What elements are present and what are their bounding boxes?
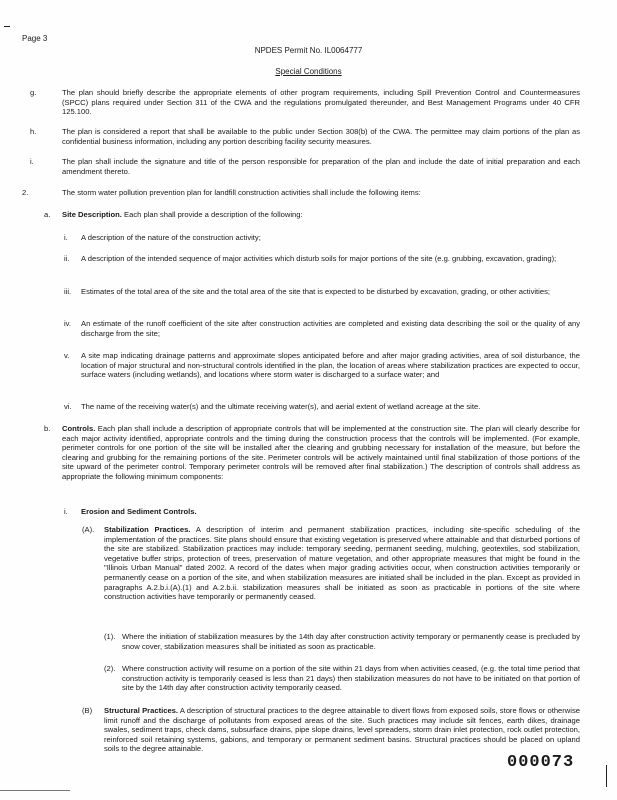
point-A2-marker: (2).: [104, 664, 116, 673]
item-b-paragraph: [62, 424, 580, 482]
point-A1-marker: (1).: [104, 632, 116, 641]
stabilization-paragraph: [104, 525, 580, 602]
subitem-a-vi-text: The name of the receiving water(s) and the ultimate receiving water(s), and aerial extent of wetland acreage at the site.: [81, 402, 481, 411]
item-g-marker: g.: [30, 88, 37, 97]
item-i-text: The plan shall include the signature and title of the person responsible for preparation of the plan and include the date of initial preparation and each amendment thereto.: [62, 157, 580, 176]
bottom-left-scan-line: [0, 790, 70, 791]
item-a-text: Each plan shall provide a description of the following:: [124, 210, 303, 219]
point-A1-text: Where the initiation of stabilization measures by the 14th day after construction activity temporary or permanently cease is precluded by snow cover, stabilization measures shall be initiated as soon as practicable.: [122, 632, 580, 651]
subitem-b-i-marker: i.: [64, 507, 68, 516]
section-heading: Special Conditions: [275, 67, 342, 76]
structural-text: A description of structural practices to the degree attainable to divert flows from exposed soils, store flows or otherwise limit runoff and the discharge of pollutants from exposed areas of the site. Such practices may include silt fences, earth dikes, drainage swales, sediment traps, check dams, subsurface drains, pipe slope drains, level spreaders, storm drain inlet protection, rock outlet protection, reinforced soil retaining systems, gabions, and temporary or permanent sediment basins. Structural practices should be placed on upland soils to the degree attainable.: [104, 706, 580, 754]
subitem-a-iv-marker: iv.: [64, 319, 72, 328]
item-b-title: Controls.: [62, 424, 96, 433]
item-i-marker: i.: [30, 157, 34, 166]
subitem-a-ii-marker: ii.: [64, 254, 70, 263]
item-b-text: Each plan shall include a description of appropriate controls that will be implemented at the construction site. The plan will clearly describe for each major activity identified, appropriate controls and the timing during the construction process that the controls will be implemented. (For example, perimeter controls for one portion of the site will be installed after the clearing and grubbing necessary for installation of the measure, but before the clearing and grubbing for the remaining portions of the site. Perimeter controls will be actively maintained until final stabilization of those portions of the site upward of the perimeter control. Temporary perimeter controls will be removed after final stabilization.) The description of controls shall address as appropriate the following minimum components:: [62, 424, 580, 481]
subitem-a-ii-text: A description of the intended sequence of major activities which disturb soils for major portions of the site (e.g. grubbing, excavation, grading);: [81, 254, 557, 263]
structural-paragraph: [104, 706, 580, 754]
item-a-title: Site Description.: [62, 210, 122, 219]
structural-title: Structural Practices.: [104, 706, 179, 715]
erosion-controls-heading: Erosion and Sediment Controls.: [81, 507, 197, 516]
item-g-text: The plan should briefly describe the appropriate elements of other program requirements, including Spill Prevention Control and Countermeasures (SPCC) plans required under Section 311 of the CWA and the regulations promulgated thereunder, and Best Management Programs under 40 CFR 125.100.: [62, 88, 580, 117]
point-A-marker: (A).: [82, 525, 95, 534]
page-number: Page 3: [22, 34, 48, 43]
subitem-a-v-text: A site map indicating drainage patterns and approximate slopes anticipated before and after major grading activities, area of soil disturbance, the location of major structural and non-structural controls identified in the plan, the location of areas where stabilization practices are expected to occur, surface waters (including wetlands), and locations where storm water is discharged to a surface water; and: [81, 351, 580, 380]
subitem-a-i-marker: i.: [64, 233, 68, 242]
point-A2-text: Where construction activity will resume on a portion of the site within 21 days from when activities ceased, (e.g. the total time period that construction activity is temporarily ceased is less than 21 days) then stabilization measures do not have to be initiated on that portion of site by the 14th day after construction activity temporarily ceased.: [122, 664, 580, 693]
stabilization-text: A description of interim and permanent stabilization practices, including site-specific scheduling of the implementation of the practices. Site plans should ensure that existing vegetation is preserved where attainable and that disturbed portions of the site are stabilized. Stabilization practices may include: temporary seeding, permanent seeding, mulching, geotextiles, sod stabilization, vegetative buffer strips, protection of trees, preservation of mature vegetation, and other appropriate measures that might be found in the "Illinois Urban Manual" dated 2002. A record of the dates when major grading activities occur, when construction activities temporarily or permanently cease on a portion of the site, and when stabilization measures are initiated shall be included in the plan. Except as provided in paragraphs A.2.b.i.(A).(1) and A.2.b.ii. stabilization measures shall be initiated as soon as practicable in portions of the site where construction activities have temporarily or permanently ceased.: [104, 525, 580, 602]
subitem-a-vi-marker: vi.: [64, 402, 72, 411]
item-a-paragraph: [62, 210, 580, 220]
permit-number: NPDES Permit No. IL0064777: [254, 46, 363, 55]
point-B-marker: (B): [82, 706, 93, 715]
corner-tick-mark: [4, 26, 10, 27]
subitem-a-i-text: A description of the nature of the construction activity;: [81, 233, 261, 242]
subitem-a-iii-marker: iii.: [64, 287, 72, 296]
item-a-marker: a.: [44, 210, 51, 219]
item-h-marker: h.: [30, 127, 37, 136]
stabilization-title: Stabilization Practices.: [104, 525, 191, 534]
subitem-a-iv-text: An estimate of the runoff coefficient of the site after construction activities are completed and existing data describing the soil or the quality of any discharge from the site;: [81, 319, 580, 338]
subitem-a-v-marker: v.: [64, 351, 70, 360]
item-2-marker: 2.: [22, 188, 29, 197]
item-h-text: The plan is considered a report that shall be available to the public under Section 308(b) of the CWA. The permittee may claim portions of the plan as confidential business information, including any portion describing facility security measures.: [62, 127, 580, 146]
item-b-marker: b.: [44, 424, 51, 433]
bates-stamp: 000073: [507, 753, 575, 772]
item-2-text: The storm water pollution prevention plan for landfill construction activities shall include the following items:: [62, 188, 421, 197]
right-margin-bar: [606, 765, 607, 787]
subitem-a-iii-text: Estimates of the total area of the site and the total area of the site that is expected to be disturbed by excavation, grading, or other activities;: [81, 287, 550, 296]
